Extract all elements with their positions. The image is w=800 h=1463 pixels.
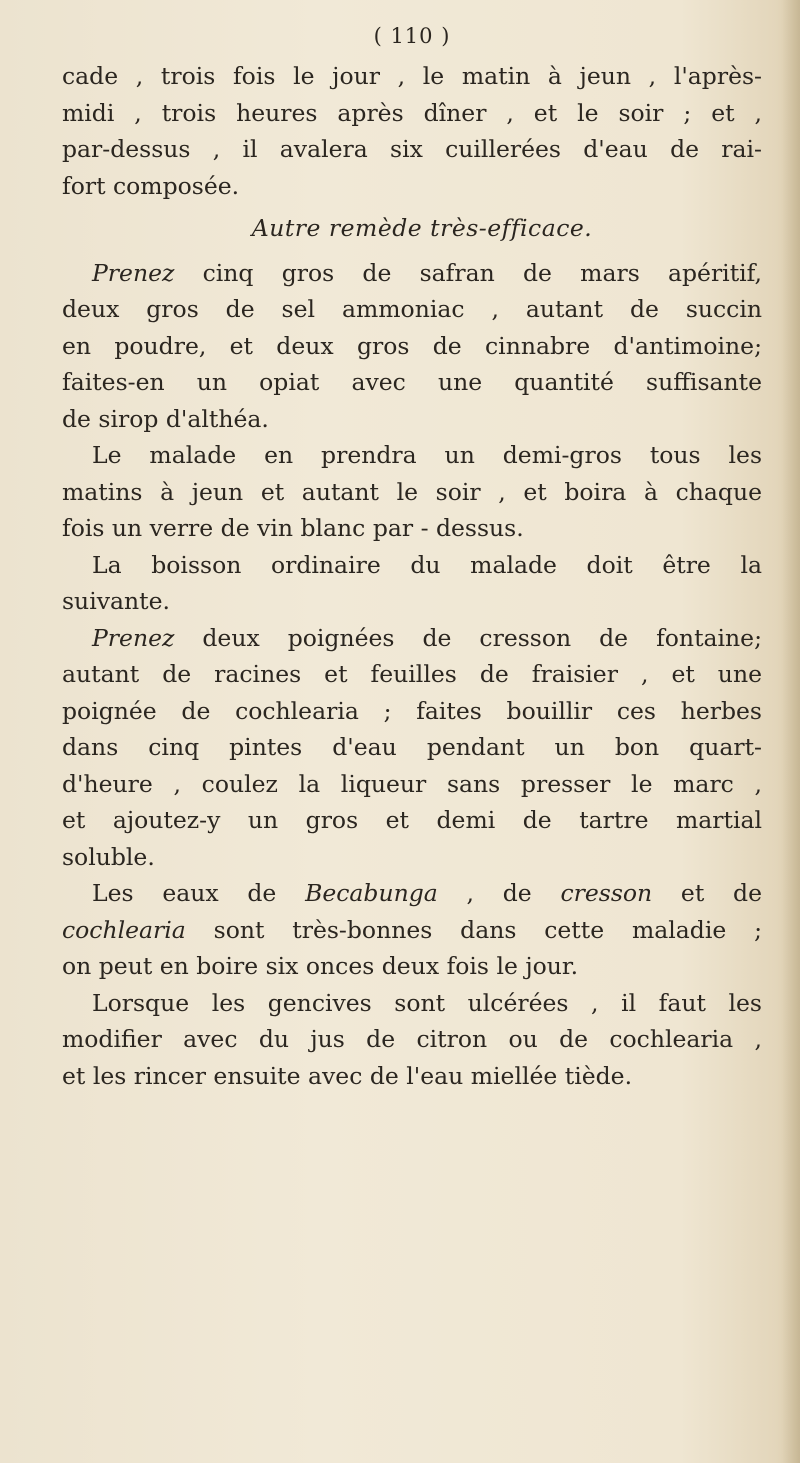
- text-line: midi , trois heures après dîner , et le soir ; et ,: [62, 98, 762, 127]
- text-line: Prenez deux poignées de cresson de fontaine;: [92, 623, 762, 652]
- text-line: modifier avec du jus de citron ou de cochlearia ,: [62, 1025, 762, 1053]
- text-line: on peut en boire six onces deux fois le jour.: [62, 952, 579, 980]
- italic-word: Prenez: [92, 258, 175, 287]
- text-line: en poudre, et deux gros de cinnabre d'antimoine;: [62, 331, 762, 360]
- italic-word: Prenez: [92, 623, 175, 652]
- italic-word: cresson: [560, 879, 653, 907]
- text-line: soluble.: [62, 842, 155, 871]
- text-line: fort composée.: [62, 171, 240, 200]
- paragraph-tisane: [62, 620, 762, 876]
- text-line: Prenez cinq gros de safran de mars apéritif,: [92, 258, 762, 287]
- text-line: poignée de cochlearia ; faites bouillir ces herbes: [62, 696, 762, 725]
- text-line: et les rincer ensuite avec de l'eau miellée tiède.: [62, 1061, 633, 1090]
- text-line: dans cinq pintes d'eau pendant un bon quart-: [62, 733, 762, 761]
- text-line: Les eaux de Becabunga , de cresson et de: [92, 879, 762, 907]
- paragraph-gums: [62, 985, 762, 1095]
- italic-word: Becabunga: [305, 879, 438, 907]
- text-line: d'heure , coulez la liqueur sans presser le marc ,: [62, 769, 762, 798]
- text-line: fois un verre de vin blanc par - dessus.: [62, 514, 524, 542]
- text-line: Le malade en prendra un demi-gros tous les: [92, 441, 762, 469]
- paragraph-recipe: [62, 255, 762, 438]
- paragraph-dosage: [62, 437, 762, 547]
- text-line: La boisson ordinaire du malade doit être la: [92, 550, 762, 579]
- page-text: [62, 22, 762, 1094]
- text-line: autant de racines et feuilles de fraisier , et une: [62, 660, 762, 688]
- text-line: et ajoutez-y un gros et demi de tartre martial: [62, 806, 762, 834]
- text-line: matins à jeun et autant le soir , et boira à chaque: [62, 477, 762, 506]
- section-heading: Autre remède très-efficace.: [251, 214, 593, 242]
- text-line: faites-en un opiat avec une quantité suffisante: [62, 368, 762, 396]
- italic-word: cochlearia: [62, 915, 186, 944]
- text-line: deux gros de sel ammoniac , autant de succin: [62, 295, 762, 323]
- text-line: Lorsque les gencives sont ulcérées , il faut les: [92, 988, 762, 1017]
- text-line: cochlearia sont très-bonnes dans cette maladie ;: [62, 915, 762, 944]
- page-number: ( 110 ): [373, 24, 451, 48]
- text-line: suivante.: [62, 587, 170, 615]
- paragraph-waters: [62, 875, 762, 985]
- text-line: par-dessus , il avalera six cuillerées d'eau de rai-: [62, 135, 762, 163]
- text-line: cade , trois fois le jour , le matin à jeun , l'après-: [62, 62, 762, 90]
- paragraph-drink: [62, 547, 762, 620]
- page-edge-shadow: [782, 0, 800, 1463]
- text-line: de sirop d'althéa.: [62, 404, 269, 433]
